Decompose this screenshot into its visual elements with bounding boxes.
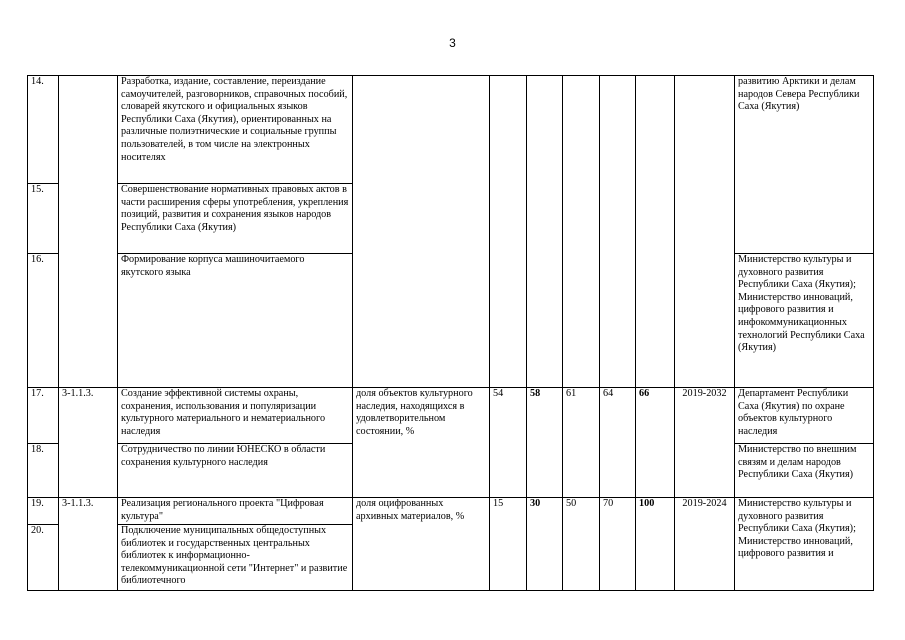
period-cell: 2019-2024 [675, 498, 735, 591]
responsible-executor: Министерство культуры и духовного развития Республики Саха (Якутия); Министерство инноваций, цифрового развития и [735, 498, 874, 591]
responsible-executor: Департамент Республики Саха (Якутия) по охране объектов культурного наследия [735, 388, 874, 444]
table-row [28, 76, 874, 184]
value-cell: 30 [527, 498, 563, 591]
value-cell [600, 76, 636, 388]
measure-description: Совершенствование нормативных правовых актов в части расширения сферы употребления, укрепления позиций, развития и сохранения языков народов Республики Саха (Якутия) [118, 184, 353, 254]
value-cell: 70 [600, 498, 636, 591]
indicator-cell: доля объектов культурного наследия, находящихся в удовлетворительном состоянии, % [353, 388, 490, 498]
value-cell: 61 [563, 388, 600, 498]
row-number: 19. [28, 498, 59, 525]
value-cell [490, 76, 527, 388]
row-number: 17. [28, 388, 59, 444]
value-cell [563, 76, 600, 388]
code-cell: 3-1.1.3. [59, 498, 118, 591]
value-cell: 100 [636, 498, 675, 591]
indicator-cell: доля оцифрованных архивных материалов, % [353, 498, 490, 591]
period-cell [675, 76, 735, 388]
code-cell [59, 76, 118, 388]
responsible-executor: Министерство культуры и духовного развития Республики Саха (Якутия); Министерство инноваций, цифрового развития и инфокоммуникационных технологий Республики Саха (Якутия) [735, 254, 874, 388]
value-cell: 50 [563, 498, 600, 591]
row-number: 18. [28, 444, 59, 498]
measure-description: Реализация регионального проекта "Цифровая культура" [118, 498, 353, 525]
measure-description: Разработка, издание, составление, переиздание самоучителей, разговорников, справочных пособий, словарей якутского и официальных языков Республики Саха (Якутия), ориентированных на различные полиэтнические и социальные группы пользователей, в том числе на электронных носителях [118, 76, 353, 184]
value-cell: 64 [600, 388, 636, 498]
measure-description: Подключение муниципальных общедоступных библиотек и государственных центральных библиотек к информационно-телекоммуникационной сети "Интернет" и развитие библиотечного [118, 525, 353, 591]
value-cell [636, 76, 675, 388]
table-row [28, 388, 874, 444]
value-cell: 66 [636, 388, 675, 498]
row-number: 15. [28, 184, 59, 254]
row-number: 14. [28, 76, 59, 184]
measure-description: Сотрудничество по линии ЮНЕСКО в области сохранения культурного наследия [118, 444, 353, 498]
code-cell: 3-1.1.3. [59, 388, 118, 498]
program-table [27, 75, 874, 591]
indicator-cell [353, 76, 490, 388]
responsible-executor: Министерство по внешним связям и делам народов Республики Саха (Якутия) [735, 444, 874, 498]
value-cell: 15 [490, 498, 527, 591]
responsible-executor: развитию Арктики и делам народов Севера Республики Саха (Якутия) [735, 76, 874, 254]
table-row [28, 498, 874, 525]
value-cell [527, 76, 563, 388]
value-cell: 54 [490, 388, 527, 498]
row-number: 20. [28, 525, 59, 591]
page-number: 3 [449, 36, 456, 50]
value-cell: 58 [527, 388, 563, 498]
measure-description: Формирование корпуса машиночитаемого якутского языка [118, 254, 353, 388]
period-cell: 2019-2032 [675, 388, 735, 498]
row-number: 16. [28, 254, 59, 388]
measure-description: Создание эффективной системы охраны, сохранения, использования и популяризации культурного материального и нематериального наследия [118, 388, 353, 444]
